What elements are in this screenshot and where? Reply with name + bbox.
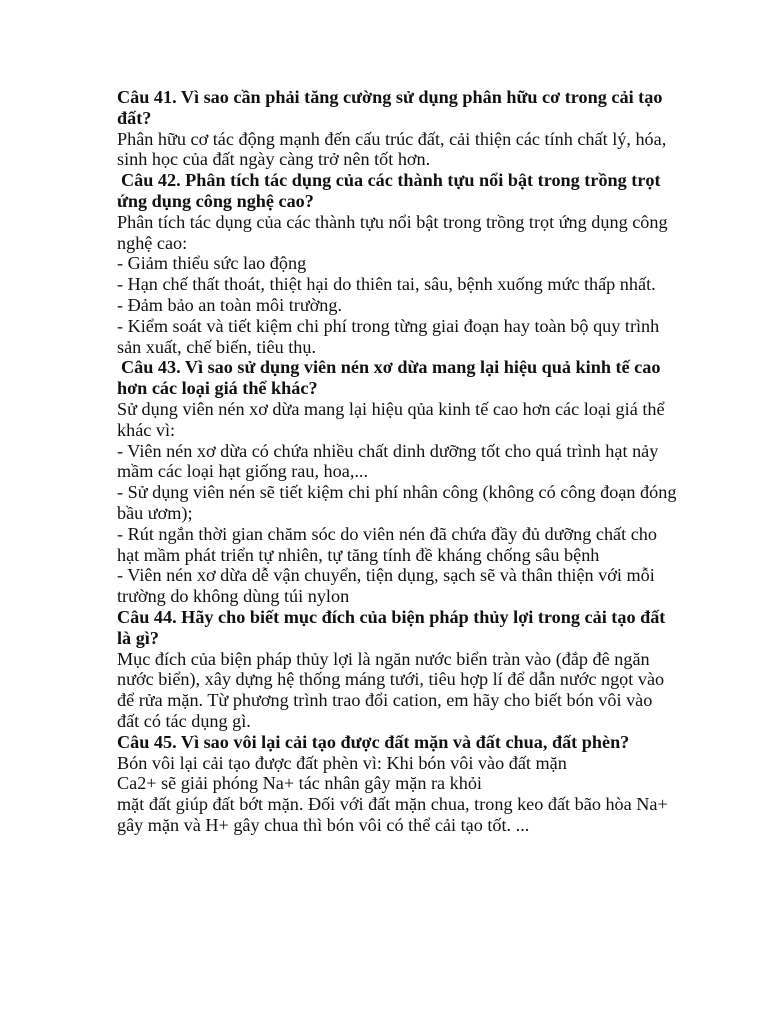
document-page [117,87,677,836]
question-41-heading: Câu 41. Vì sao cần phải tăng cường sử dụng phân hữu cơ trong cải tạo đất? [117,87,663,128]
answer-42-item: - Hạn chế thất thoát, thiệt hại do thiên tai, sâu, bệnh xuống mức thấp nhất. [117,274,656,295]
answer-43-item: - Sử dụng viên nén sẽ tiết kiệm chi phí nhân công (không có công đoạn đóng bầu ươm); [117,482,677,523]
answer-45-line: mặt đất giúp đất bớt mặn. Đối với đất mặn chua, trong keo đất bão hòa Na+ gây mặn và H+ gây chua thì bón vôi có thể cải tạo tốt. ... [117,794,668,835]
answer-44-text: Mục đích của biện pháp thủy lợi là ngăn nước biển tràn vào (đắp đê ngăn nước biển), xây dựng hệ thống máng tưới, tiêu hợp lí để dẫn nước ngọt vào để rửa mặn. Từ phương trình trao đổi cation, em hãy cho biết bón vôi vào đất có tác dụng gì. [117,648,665,731]
answer-45-line: Ca2+ sẽ giải phóng Na+ tác nhân gây mặn ra khỏi [117,773,482,794]
answer-43-item: - Viên nén xơ dừa dễ vận chuyển, tiện dụng, sạch sẽ và thân thiện với mỗi trường do không dùng túi nylon [117,565,655,607]
question-44-heading: Câu 44. Hãy cho biết mục đích của biện pháp thủy lợi trong cải tạo đất là gì? [117,606,666,648]
question-42-heading: Câu 42. Phân tích tác dụng của các thành tựu nổi bật trong trồng trọt ứng dụng công nghệ cao? [117,170,661,211]
answer-43-item: - Rút ngắn thời gian chăm sóc do viên nén đã chứa đầy đủ dưỡng chất cho hạt mầm phát triển tự nhiên, tự tăng tính đề kháng chống sâu bệnh [117,523,657,565]
answer-42-item: - Kiểm soát và tiết kiệm chi phí trong từng giai đoạn hay toàn bộ quy trình sản xuất, chế biến, tiêu thụ. [117,315,660,357]
question-43-heading: Câu 43. Vì sao sử dụng viên nén xơ dừa mang lại hiệu quả kinh tế cao hơn các loại giá thể khác? [117,357,661,399]
answer-41-text: Phân hữu cơ tác động mạnh đến cấu trúc đất, cải thiện các tính chất lý, hóa, sinh học của đất ngày càng trở nên tốt hơn. [117,128,667,170]
answer-42-item: - Giảm thiểu sức lao động [117,253,307,274]
answer-42-intro: Phân tích tác dụng của các thành tựu nổi bật trong trồng trọt ứng dụng công nghệ cao: [117,211,668,253]
answer-42-item: - Đảm bảo an toàn môi trường. [117,294,343,315]
answer-43-intro: Sử dụng viên nén xơ dừa mang lại hiệu qủa kinh tế cao hơn các loại giá thể khác vì: [117,398,665,440]
answer-45-line: Bón vôi lại cải tạo được đất phèn vì: Khi bón vôi vào đất mặn [117,752,567,773]
question-45-heading: Câu 45. Vì sao vôi lại cải tạo được đất mặn và đất chua, đất phèn? [117,731,630,752]
answer-43-item: - Viên nén xơ dừa có chứa nhiều chất dinh dưỡng tốt cho quá trình hạt nảy mầm các loại hạt giống rau, hoa,... [117,440,659,482]
